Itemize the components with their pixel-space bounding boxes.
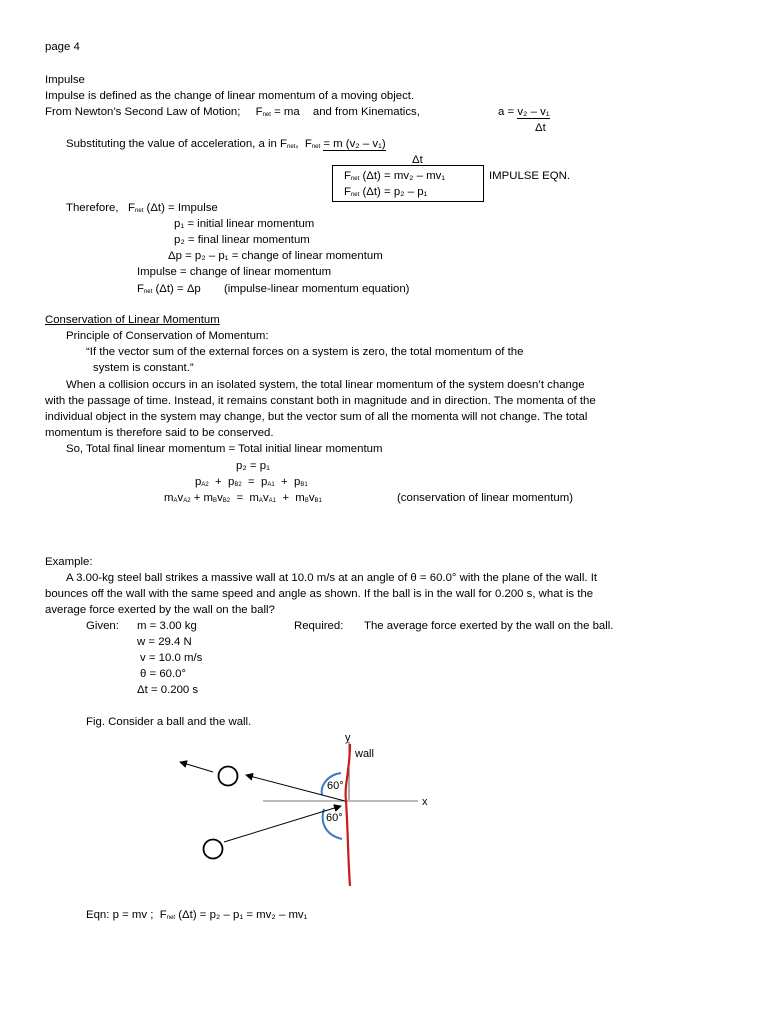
box-line-1: $F_{net}$ (Δt) = mv₂ – mv₁ bbox=[344, 170, 446, 182]
x-axis-label: x bbox=[422, 796, 428, 808]
fnet-fraction-num: = m (v₂ – v₁) bbox=[323, 138, 386, 150]
example-heading: Example: bbox=[45, 556, 93, 568]
paragraph-line-3: individual object in the system may change, but the vector sum of all the momenta will not change. The total bbox=[45, 411, 588, 423]
conservation-label: (conservation of linear momentum) bbox=[397, 492, 573, 504]
required-label: Required: bbox=[294, 620, 344, 632]
given-weight: w = 29.4 N bbox=[137, 636, 192, 648]
momentum-eq-1: p₂ = p₁ bbox=[236, 460, 270, 472]
required-text: The average force exerted by the wall on the ball. bbox=[364, 620, 614, 632]
given-label: Given: bbox=[86, 620, 119, 632]
figure-caption: Fig. Consider a ball and the wall. bbox=[86, 716, 252, 728]
impulse-momentum-eq: $F_{net}$ (Δt) = Δp (impulse-linear momentum equation) bbox=[137, 283, 410, 295]
box-line-2: $F_{net}$ (Δt) = p₂ – p₁ bbox=[344, 186, 428, 198]
wall-line bbox=[346, 744, 350, 886]
principle-quote-1: “If the vector sum of the external forces on a system is zero, the total momentum of the bbox=[86, 346, 524, 358]
fnet-ma: = ma bbox=[274, 106, 300, 118]
kinematics-intro: and from Kinematics, bbox=[312, 106, 420, 118]
newton-line: From Newton’s Second Law of Motion; $F_{net}$ = ma and from Kinematics, bbox=[45, 106, 420, 118]
momentum-eq-3: $m_Av_{A2} + m_Bv_{B2} = m_Av_{A1} + m_Bv_{B1}$ bbox=[164, 492, 322, 504]
wall-label: wall bbox=[355, 748, 374, 760]
impulse-momentum-label: (impulse-linear momentum equation) bbox=[223, 283, 410, 295]
principle-title: Principle of Conservation of Momentum: bbox=[66, 330, 269, 342]
angle-top-label: 60° bbox=[327, 780, 344, 792]
accel-denominator: Δt bbox=[535, 122, 546, 134]
substituting-line: Substituting the value of acceleration, a in $F_{net}$, $F_{net} = m$ (v₂ – v₁) bbox=[66, 138, 386, 150]
impulse-definition: Impulse is defined as the change of linear momentum of a moving object. bbox=[45, 90, 415, 102]
given-velocity: v = 10.0 m/s bbox=[140, 652, 203, 664]
impulse-change: Impulse = change of linear momentum bbox=[137, 266, 332, 278]
page-label: page 4 bbox=[45, 41, 80, 53]
accel-equation: a = v₂ – v₁ bbox=[498, 106, 550, 118]
problem-line-2: bounces off the wall with the same speed and angle as shown. If the ball is in the wall for 0.200 s, what is the bbox=[45, 588, 594, 600]
paragraph-line-1: When a collision occurs in an isolated system, the total linear momentum of the system doesn’t change bbox=[66, 379, 585, 391]
given-angle: θ = 60.0° bbox=[140, 668, 187, 680]
impulse-heading: Impulse bbox=[45, 74, 85, 86]
newton-intro: From Newton’s Second Law of Motion; bbox=[45, 106, 241, 118]
ball-before bbox=[204, 840, 223, 859]
given-time: Δt = 0.200 s bbox=[137, 684, 199, 696]
principle-quote-2: system is constant.” bbox=[93, 362, 194, 374]
momentum-eq-2: $p_{A2} + p_{B2} = p_{A1} + p_{B1}$ bbox=[195, 476, 308, 488]
conservation-heading: Conservation of Linear Momentum bbox=[45, 314, 220, 326]
therefore-line: Therefore, $F_{net}$ (Δt) = Impulse bbox=[66, 202, 218, 214]
y-axis-label: y bbox=[345, 732, 351, 744]
paragraph-line-2: with the passage of time. Instead, it remains constant both in magnitude and in direction. The momenta of the bbox=[45, 395, 596, 407]
problem-line-1: A 3.00-kg steel ball strikes a massive wall at 10.0 m/s at an angle of θ = 60.0° with the plane of the wall. It bbox=[66, 572, 598, 584]
final-equation: Eqn: p = mv ; $F_{net}$ (Δt) = p₂ – p₁ = mv₂ – mv₁ bbox=[86, 909, 308, 921]
fnet-fraction-den: Δt bbox=[412, 154, 423, 166]
accel-numerator: v₂ – v₁ bbox=[517, 106, 550, 118]
dp-definition: Δp = p₂ – p₁ = change of linear momentum bbox=[168, 250, 383, 262]
p2-definition: p₂ = final linear momentum bbox=[174, 234, 310, 246]
impulse-eqn-label: IMPULSE EQN. bbox=[489, 170, 571, 182]
paragraph-line-4: momentum is therefore said to be conserved. bbox=[45, 427, 274, 439]
problem-line-3: average force exerted by the wall on the ball? bbox=[45, 604, 275, 616]
ball-after bbox=[219, 767, 238, 786]
so-line: So, Total final linear momentum = Total initial linear momentum bbox=[66, 443, 383, 455]
angle-bottom-label: 60° bbox=[326, 812, 343, 824]
p1-definition: p₁ = initial linear momentum bbox=[174, 218, 315, 230]
rebound-velocity-arrow bbox=[180, 762, 213, 772]
given-mass: m = 3.00 kg bbox=[137, 620, 197, 632]
